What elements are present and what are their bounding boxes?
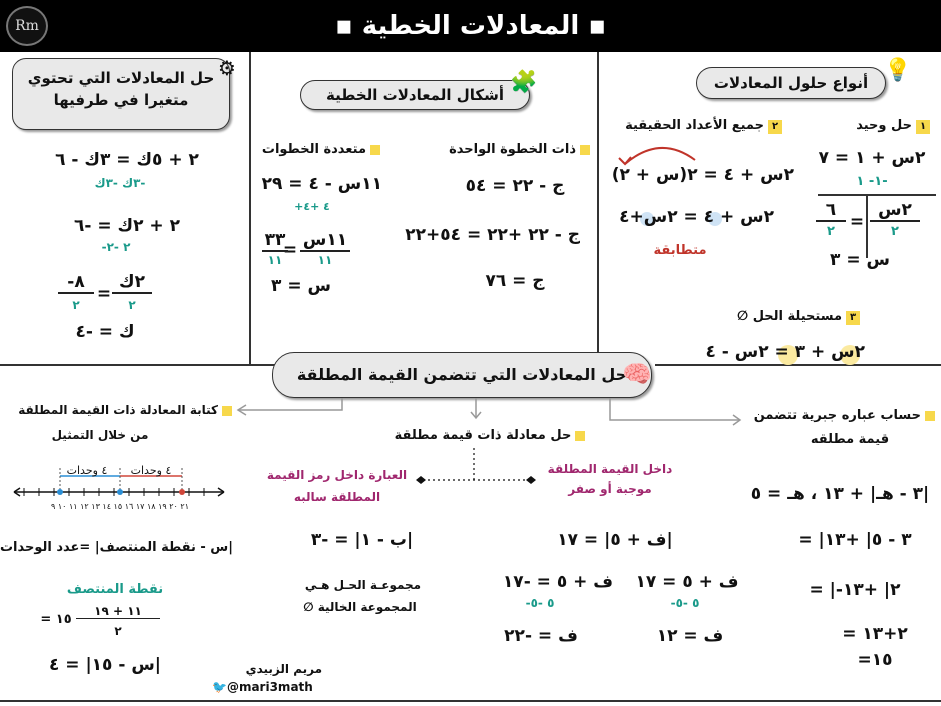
expression-given: |٣ - هـ| + ١٣ ، هـ = ٥	[750, 484, 930, 504]
single-eq3: ج = ٧٦	[485, 271, 545, 291]
unique-eq2: ١- ١-	[856, 174, 888, 189]
multi-step-text: متعددة الخطوات	[261, 142, 366, 157]
unique-eq1: ٢س + ١ = ٧	[818, 148, 926, 168]
bullet-icon	[575, 431, 585, 441]
puzzle-head-icon: 🧩	[510, 70, 538, 95]
left-heading-2: من خلال التمثيل	[51, 428, 149, 442]
negative-equation: |ب - ١| = -٣	[310, 530, 414, 550]
empty-set-line2: المجموعة الخالية ∅	[303, 600, 417, 614]
section-divider-left	[0, 364, 275, 366]
no-solution-label	[710, 309, 860, 325]
variable-eq4: ك = -٤	[75, 322, 135, 342]
multi-eq2-num: ١١س	[300, 230, 350, 252]
expression-step4: =١٥	[857, 650, 893, 670]
multi-eq1: ١١س - ٤ = ٢٩	[261, 174, 382, 194]
bird-icon: 🐦	[212, 680, 227, 694]
unique-solution-text: حل وحيد	[856, 118, 912, 133]
multi-eq2-den: ١١	[317, 253, 333, 267]
absolute-title-label: حل المعادلات التي تتضمن القيمة المطلقة	[296, 365, 628, 384]
gear-head-icon: ⚙	[218, 56, 236, 80]
distribute-arrow-icon	[615, 140, 705, 166]
variable-sides-title-line2: متغيرا في طرفيها	[53, 91, 189, 109]
variable-eq1: ٢ + ٥ك = ٣ك - ٦	[55, 150, 199, 170]
inside-positive-line1: داخل القيمة المطلقة	[547, 462, 673, 476]
page-title: ▪ المعادلات الخطية ▪	[0, 0, 941, 52]
brand-logo: Rm	[6, 6, 48, 46]
all-reals-eq2: ٢س + ٤ = ٢س+٤	[619, 207, 774, 227]
all-reals-text: جميع الأعداد الحقيقية	[625, 118, 764, 133]
unique-result: س = ٣	[830, 250, 890, 270]
unique-eq3-left-den: ٢	[891, 224, 899, 239]
identity-note: متطابقة	[653, 243, 707, 258]
midpoint-label: نقطة المنتصف	[66, 582, 164, 597]
step-line	[866, 196, 868, 258]
author-handle-text: @mari3math	[226, 680, 313, 694]
positive-result1: ف = ١٢	[656, 626, 724, 646]
equals-sign: =	[849, 212, 865, 232]
absolute-title	[272, 352, 652, 398]
expression-step3: = ٢+١٣	[842, 624, 908, 644]
units-right-label: ٤ وحدات	[130, 464, 172, 477]
right-heading-2: قيمة مطلقه	[810, 432, 890, 447]
single-step-text: ذات الخطوة الواحدة	[449, 142, 576, 157]
inside-negative-line2: المطلقة سالبه	[293, 490, 381, 504]
final-equation: |س - ١٥| = ٤	[48, 655, 161, 675]
bullet-icon	[370, 145, 380, 155]
column-divider-left	[249, 52, 251, 364]
units-left-label: ٤ وحدات	[66, 464, 108, 477]
right-heading-1-text: حساب عباره جبرية تتضمن	[753, 408, 921, 423]
variable-sides-title	[12, 58, 230, 130]
variable-eq3-num: ٢ك	[112, 272, 152, 294]
number-badge: ٣	[846, 311, 860, 325]
single-step-label	[440, 142, 590, 157]
forms-title-label: أشكال المعادلات الخطية	[326, 86, 504, 104]
section-divider-right	[655, 364, 941, 366]
bullet-icon	[925, 411, 935, 421]
single-eq1: ج - ٢٢ = ٥٤	[465, 176, 565, 196]
bullet-icon	[222, 406, 232, 416]
positive-case1: ف + ٥ = ١٧	[635, 572, 739, 592]
unique-eq3-right-den: ٢	[827, 224, 835, 239]
left-heading-1	[4, 403, 232, 417]
types-title-label: أنواع حلول المعادلات	[713, 74, 869, 92]
number-badge: ٢	[768, 120, 782, 134]
equals-sign: =	[282, 240, 298, 260]
fraction-guide	[818, 194, 936, 196]
positive-result2: ف = -٢٢	[504, 626, 578, 646]
multi-eq1-green: +٤ +٤	[294, 200, 330, 213]
inside-negative-line1: العبارة داخل رمز القيمة	[266, 468, 408, 482]
all-reals-eq1: ٢س + ٤ = ٢(س + ٢)	[611, 165, 794, 185]
unique-eq3-right: ٦	[816, 200, 846, 222]
no-solution-eq: ٢س + ٣ = ٢س - ٤	[705, 342, 865, 362]
types-title	[696, 67, 886, 99]
right-heading-1	[745, 408, 935, 423]
multi-eq3: س = ٣	[271, 276, 331, 296]
positive-equation: |ف + ٥| = ١٧	[557, 530, 673, 550]
midpoint-num: ١١ + ١٩	[76, 604, 160, 619]
number-line-ticks: ٢١ ٢٠ ١٩ ١٨ ١٧ ١٦ ١٥ ١٤ ١٣ ١٢ ١١ ١٠ ٩	[51, 502, 189, 511]
number-badge: ١	[916, 120, 930, 134]
midpoint-den: ٢	[114, 624, 122, 638]
number-line	[10, 462, 230, 502]
variable-sides-title-line1: حل المعادلات التي تحتوي	[27, 69, 215, 87]
distance-formula: |س - نقطة المنتصف| =عدد الوحدات	[0, 540, 233, 555]
forms-title	[300, 80, 530, 110]
variable-eq3-den: ٢	[128, 298, 136, 312]
column-divider-right	[597, 52, 599, 364]
no-solution-text: مستحيلة الحل ∅	[737, 309, 842, 324]
center-heading	[385, 428, 595, 443]
multi-eq2-rden: ١١	[267, 253, 283, 267]
all-reals-label	[612, 118, 782, 134]
variable-eq3-rden: ٢	[72, 298, 80, 312]
left-heading-1-text: كتابة المعادلة ذات القيمة المطلقة	[18, 403, 218, 417]
variable-eq2-green: -٢ -٢	[101, 240, 131, 254]
variable-eq2: ٢ + ٢ك = -٦	[74, 216, 180, 236]
multi-step-label	[250, 142, 380, 157]
multi-eq2-rnum: ٣٣	[262, 230, 288, 252]
single-eq2: ج - ٢٢ +٢٢ = ٥٤+٢٢	[405, 225, 580, 245]
expression-step2: = |-٢| +١٣	[809, 580, 901, 600]
positive-case1-green: -٥ -٥	[670, 596, 700, 610]
bullet-icon	[580, 145, 590, 155]
brain-icon: 🧠	[622, 360, 652, 388]
equals-sign: =	[96, 284, 112, 304]
variable-eq1-green: -٣ك -٣ك	[94, 176, 146, 190]
inside-positive-line2: موجبة أو صفر	[568, 482, 652, 496]
unique-solution-label	[840, 118, 930, 134]
positive-case2-green: -٥ -٥	[525, 596, 555, 610]
empty-set-line1: مجموعـة الحـل هـي	[304, 578, 422, 592]
unique-eq3-left: ٢س	[870, 200, 920, 222]
lightbulb-icon: 💡	[884, 58, 912, 83]
positive-case2: ف + ٥ = -١٧	[502, 572, 614, 592]
midpoint-value: = ١٥	[40, 612, 72, 627]
expression-step1: = |٣ - ٥| +١٣	[798, 530, 912, 550]
variable-eq3-rnum: -٨	[58, 272, 94, 294]
author-name: مريم الزبيدي	[245, 662, 322, 676]
author-handle[interactable]	[212, 680, 332, 694]
bottom-border	[0, 700, 941, 702]
center-heading-text: حل معادلة ذات قيمة مطلقة	[394, 428, 572, 443]
